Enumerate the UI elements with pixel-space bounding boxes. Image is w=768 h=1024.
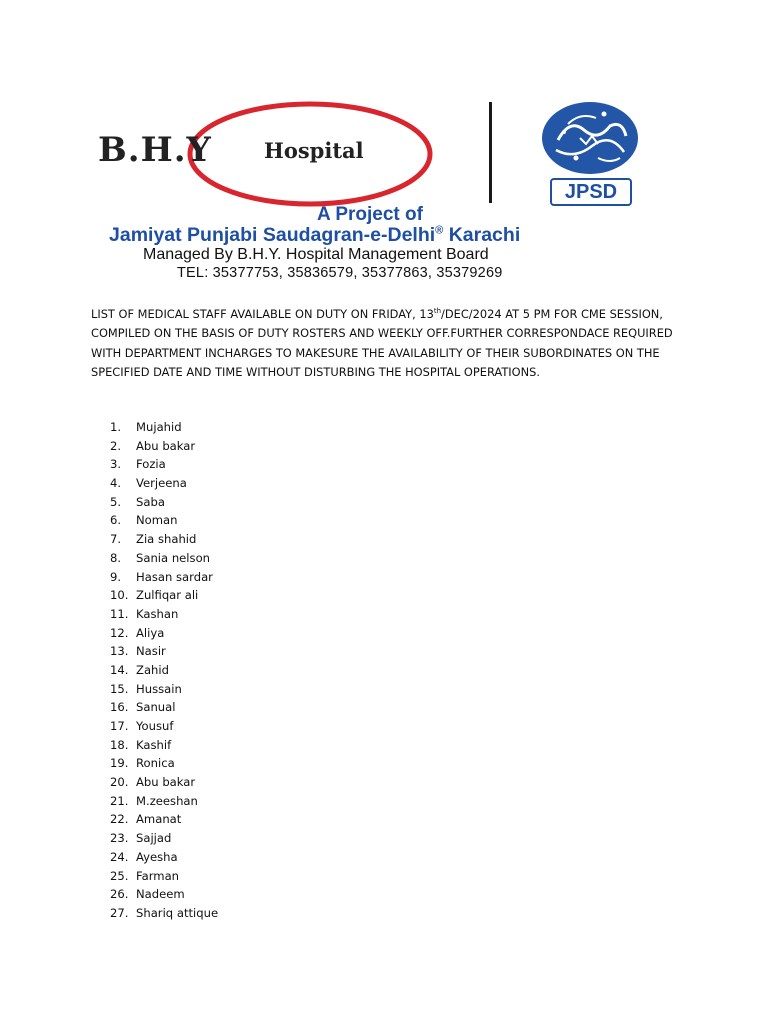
list-item — [110, 661, 218, 680]
letterhead-divider — [489, 102, 492, 203]
staff-name: Ayesha — [136, 849, 178, 864]
staff-name: Yousuf — [136, 719, 174, 733]
list-number: 2. — [110, 438, 122, 453]
list-item — [110, 792, 218, 811]
staff-name: Sania nelson — [136, 550, 211, 565]
staff-name: Kashan — [136, 606, 179, 621]
list-item — [110, 530, 218, 549]
staff-name: M.zeeshan — [136, 793, 198, 808]
list-item — [110, 437, 218, 456]
list-number: 25. — [110, 868, 129, 883]
telephone-line: TEL: 35377753, 35836579, 35377863, 35379269 — [177, 265, 503, 281]
list-item — [110, 455, 218, 474]
staff-name: Ronica — [136, 756, 175, 771]
list-item — [110, 568, 218, 587]
staff-name: Saba — [136, 494, 165, 509]
list-item — [110, 474, 218, 493]
staff-name: Zulfiqar ali — [136, 588, 199, 603]
staff-name: Hasan sardar — [136, 569, 213, 584]
list-number: 4. — [110, 476, 122, 491]
registered-mark: ® — [435, 224, 444, 237]
list-number: 5. — [110, 494, 122, 509]
staff-name: Nasir — [136, 644, 166, 659]
list-item — [110, 493, 218, 512]
jpsd-calligraphy-icon — [540, 100, 644, 180]
intro-superscript: th — [433, 307, 442, 315]
intro-part-1: LIST OF MEDICAL STAFF AVAILABLE ON DUTY ON FRIDAY, 13 — [91, 306, 434, 321]
list-item — [110, 698, 218, 717]
list-number: 6. — [110, 513, 122, 528]
staff-name: Shariq attique — [136, 905, 219, 920]
staff-name: Sajjad — [136, 831, 172, 846]
staff-name: Noman — [136, 513, 178, 528]
jpsd-label: JPSD — [550, 178, 632, 206]
list-item — [110, 624, 218, 643]
list-item — [110, 810, 218, 829]
staff-name: Nadeem — [136, 887, 185, 902]
staff-name: Sanual — [136, 700, 176, 715]
staff-name: Zahid — [136, 662, 169, 677]
project-of-text: A Project of — [317, 204, 423, 225]
list-item — [110, 848, 218, 867]
staff-name: Farman — [136, 868, 180, 883]
list-number: 20. — [110, 775, 129, 790]
list-item — [110, 885, 218, 904]
list-item — [110, 586, 218, 605]
staff-name: Abu bakar — [136, 438, 196, 453]
list-number: 12. — [110, 625, 129, 640]
list-number: 17. — [110, 719, 129, 733]
list-number: 14. — [110, 662, 129, 677]
list-item — [110, 736, 218, 755]
list-number: 3. — [110, 457, 122, 472]
list-item — [110, 867, 218, 886]
list-item — [110, 418, 218, 437]
list-number: 7. — [110, 532, 122, 547]
list-number: 9. — [110, 569, 122, 584]
hospital-wordmark: Hospital — [264, 138, 364, 163]
list-number: 11. — [110, 606, 129, 621]
list-item — [110, 680, 218, 699]
managed-by-line: Managed By B.H.Y. Hospital Management Board — [143, 246, 489, 263]
organization-city: Karachi — [443, 224, 521, 246]
bhy-hospital-logo-icon — [92, 100, 438, 208]
staff-name: Kashif — [136, 737, 172, 752]
list-item — [110, 642, 218, 661]
list-number: 16. — [110, 700, 129, 715]
list-number: 1. — [110, 420, 122, 434]
staff-name: Abu bakar — [136, 775, 196, 790]
list-item — [110, 549, 218, 568]
staff-name: Fozia — [136, 457, 166, 472]
staff-name: Mujahid — [136, 420, 182, 434]
list-item — [110, 605, 218, 624]
jpsd-emblem-icon — [540, 100, 644, 206]
list-item — [110, 717, 218, 736]
list-item — [110, 829, 218, 848]
list-item — [110, 754, 218, 773]
list-number: 23. — [110, 831, 129, 846]
list-number: 21. — [110, 793, 129, 808]
list-item — [110, 773, 218, 792]
list-number: 27. — [110, 905, 129, 920]
list-number: 24. — [110, 849, 129, 864]
staff-name: Amanat — [136, 812, 182, 827]
list-number: 26. — [110, 887, 129, 902]
list-item — [110, 904, 218, 923]
intro-paragraph — [91, 302, 681, 383]
bhy-wordmark: B.H.Y — [98, 130, 212, 170]
staff-name: Aliya — [136, 625, 165, 640]
list-number: 10. — [110, 588, 129, 603]
staff-name: Zia shahid — [136, 532, 197, 547]
project-of-heading — [0, 204, 768, 226]
list-number: 19. — [110, 756, 129, 771]
list-number: 8. — [110, 550, 122, 565]
organization-name-text: Jamiyat Punjabi Saudagran-e-Delhi — [109, 224, 436, 246]
staff-list — [110, 418, 218, 923]
list-number: 15. — [110, 681, 129, 696]
list-item — [110, 511, 218, 530]
staff-name: Hussain — [136, 681, 182, 696]
list-number: 13. — [110, 644, 129, 659]
intro-part-2: /DEC/2024 AT 5 PM FOR CME SESSION, COMPILED ON THE BASIS OF DUTY ROSTERS AND WEEKLY OFF.FURTHER CORRESPONDACE REQUIRED WITH DEPARTMENT INCHARGES TO MAKESURE THE AVAILABILITY OF THEIR SUBORDINATES ON THE SPECIFIED DATE AND TIME WITHOUT DISTURBING THE HOSPITAL OPERATIONS. — [91, 306, 673, 380]
staff-name: Verjeena — [136, 476, 187, 491]
list-number: 18. — [110, 737, 129, 752]
list-number: 22. — [110, 812, 129, 827]
organization-name — [109, 224, 520, 247]
